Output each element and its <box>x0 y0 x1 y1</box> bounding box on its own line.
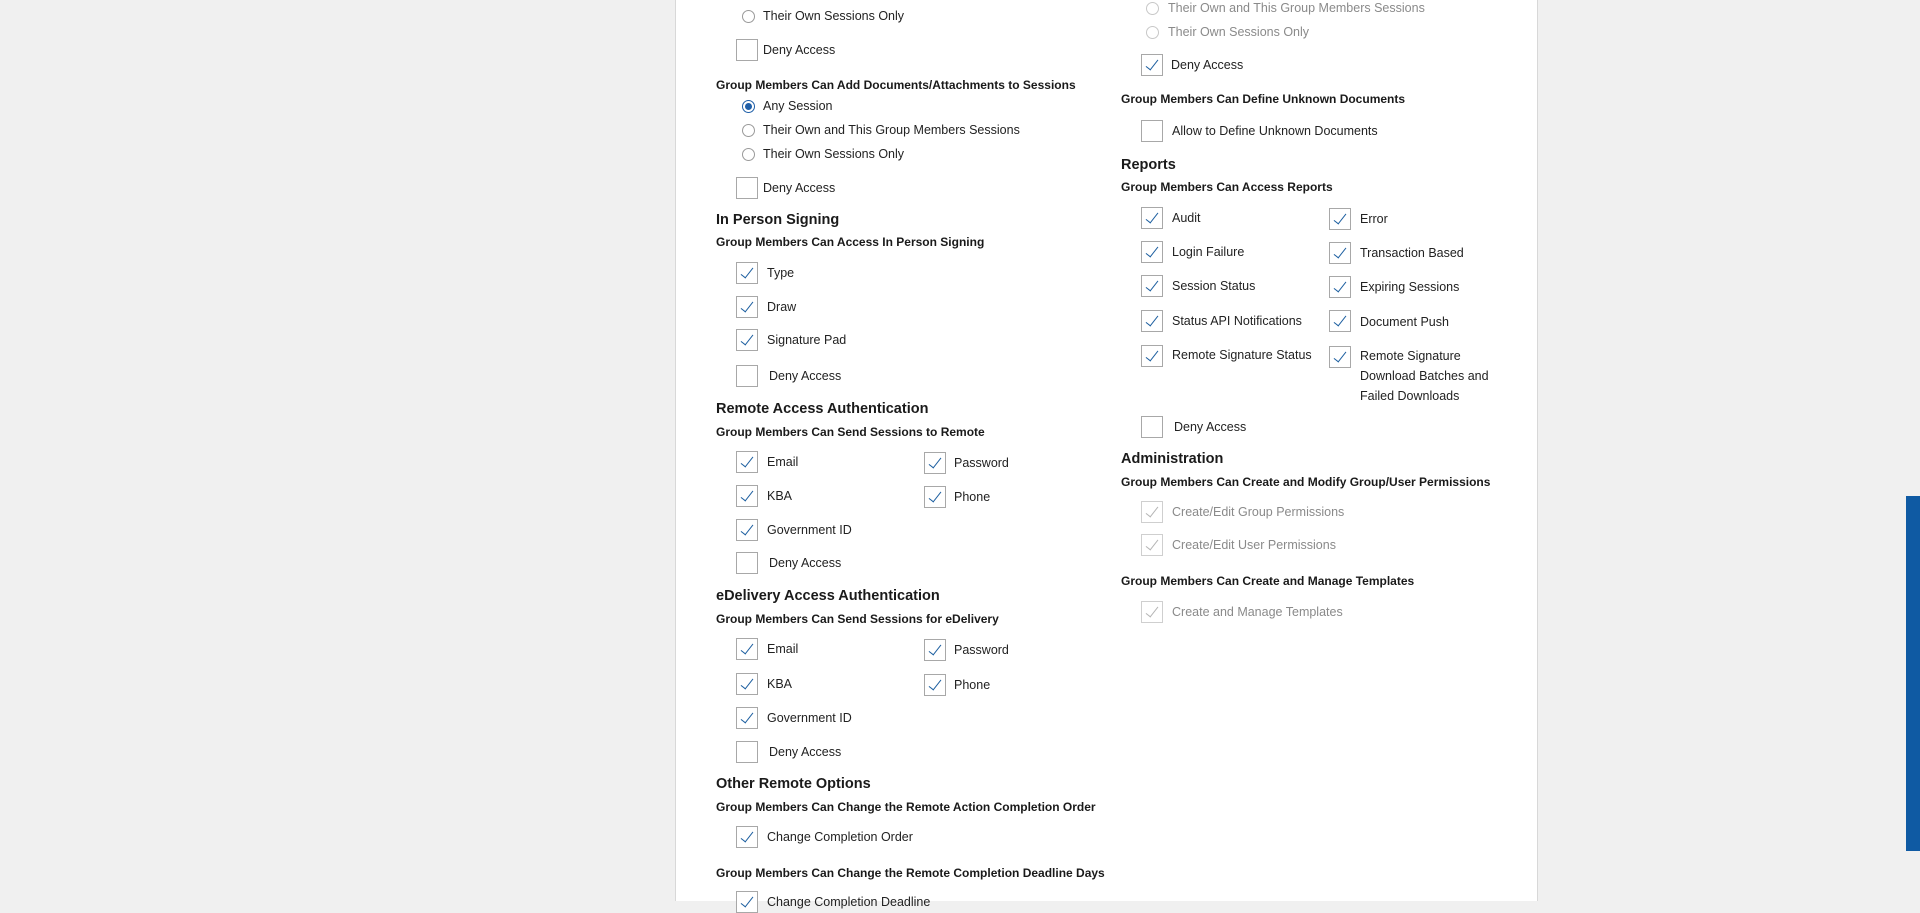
checkbox-label: Deny Access <box>763 181 836 195</box>
deny-access-checkbox[interactable] <box>736 365 758 387</box>
create-edit-group-permissions-checkbox[interactable] <box>1141 501 1163 523</box>
checkbox-label: Signature Pad <box>767 333 847 347</box>
checkbox-label: Government ID <box>767 523 852 537</box>
deny-access-checkbox[interactable] <box>1141 416 1163 438</box>
checkbox-label: Remote Signature Status <box>1172 348 1312 362</box>
checkbox-label: Deny Access <box>769 369 842 383</box>
checkbox-label: KBA <box>767 677 793 691</box>
radio-any-session[interactable] <box>742 100 755 113</box>
checkbox-label: Session Status <box>1172 279 1256 293</box>
deny-access-checkbox[interactable] <box>736 741 758 763</box>
type-checkbox[interactable] <box>736 262 758 284</box>
radio-label: Their Own and This Group Members Sessions <box>763 123 1020 137</box>
checkbox-label: Phone <box>954 678 991 692</box>
section-title: In Person Signing <box>716 212 840 228</box>
checkbox-label: Document Push <box>1360 315 1449 329</box>
checkbox-label: Deny Access <box>1174 420 1247 434</box>
checkbox-label: Create/Edit Group Permissions <box>1172 505 1345 519</box>
radio-label: Their Own Sessions Only <box>1168 25 1310 39</box>
checkbox-label: Expiring Sessions <box>1360 280 1460 294</box>
checkbox-label: Deny Access <box>1171 58 1244 72</box>
checkbox-label: Email <box>767 642 799 656</box>
remote-signature-download-checkbox[interactable] <box>1329 346 1351 368</box>
radio-label: Any Session <box>763 99 833 113</box>
checkbox-label: Email <box>767 455 799 469</box>
radio-label: Their Own and This Group Members Sessions <box>1168 1 1425 15</box>
government-id-checkbox[interactable] <box>736 707 758 729</box>
create-manage-templates-checkbox[interactable] <box>1141 601 1163 623</box>
status-api-notifications-checkbox[interactable] <box>1141 310 1163 332</box>
phone-checkbox[interactable] <box>924 674 946 696</box>
radio-own-and-group-sessions[interactable] <box>742 124 755 137</box>
expiring-sessions-checkbox[interactable] <box>1329 276 1351 298</box>
radio-sessions-own-only[interactable] <box>742 10 755 23</box>
section-subtitle: Group Members Can Change the Remote Completion Deadline Days <box>716 866 1105 880</box>
change-completion-deadline-checkbox[interactable] <box>736 891 758 913</box>
section-subtitle: Group Members Can Send Sessions for eDelivery <box>716 612 999 626</box>
signature-pad-checkbox[interactable] <box>736 329 758 351</box>
deny-access-checkbox[interactable] <box>736 177 758 199</box>
checkbox-label: Type <box>767 266 795 280</box>
checkbox-label: Create/Edit User Permissions <box>1172 538 1336 552</box>
checkbox-label: Allow to Define Unknown Documents <box>1172 124 1378 138</box>
checkbox-label: KBA <box>767 489 793 503</box>
password-checkbox[interactable] <box>924 639 946 661</box>
checkbox-label-line: Failed Downloads <box>1360 389 1460 403</box>
section-subtitle: Group Members Can Add Documents/Attachments to Sessions <box>716 78 1076 92</box>
checkbox-label: Login Failure <box>1172 245 1245 259</box>
section-subtitle: Group Members Can Create and Modify Group/User Permissions <box>1121 475 1491 489</box>
deny-access-checkbox[interactable] <box>736 39 758 61</box>
error-checkbox[interactable] <box>1329 208 1351 230</box>
deny-access-checkbox[interactable] <box>736 552 758 574</box>
audit-checkbox[interactable] <box>1141 207 1163 229</box>
section-title: Reports <box>1121 157 1176 173</box>
section-title: Other Remote Options <box>716 776 871 792</box>
government-id-checkbox[interactable] <box>736 519 758 541</box>
login-failure-checkbox[interactable] <box>1141 241 1163 263</box>
checkbox-label: Change Completion Deadline <box>767 895 931 909</box>
section-subtitle: Group Members Can Create and Manage Templates <box>1121 574 1415 588</box>
deny-access-checkbox[interactable] <box>1141 54 1163 76</box>
section-subtitle: Group Members Can Access Reports <box>1121 180 1333 194</box>
document-push-checkbox[interactable] <box>1329 310 1351 332</box>
checkbox-label: Deny Access <box>769 556 842 570</box>
checkbox-label: Create and Manage Templates <box>1172 605 1343 619</box>
kba-checkbox[interactable] <box>736 673 758 695</box>
section-title: Remote Access Authentication <box>716 401 929 417</box>
checkbox-label-line: Remote Signature <box>1360 349 1461 363</box>
radio-sessions-own-only[interactable] <box>1146 26 1159 39</box>
allow-define-unknown-docs-checkbox[interactable] <box>1141 120 1163 142</box>
checkbox-label: Government ID <box>767 711 852 725</box>
checkbox-label: Status API Notifications <box>1172 314 1302 328</box>
transaction-based-checkbox[interactable] <box>1329 242 1351 264</box>
remote-signature-status-checkbox[interactable] <box>1141 345 1163 367</box>
create-edit-user-permissions-checkbox[interactable] <box>1141 534 1163 556</box>
radio-own-sessions-only[interactable] <box>742 148 755 161</box>
password-checkbox[interactable] <box>924 452 946 474</box>
section-title: eDelivery Access Authentication <box>716 588 940 604</box>
checkbox-label: Change Completion Order <box>767 830 913 844</box>
checkbox-label: Password <box>954 456 1009 470</box>
checkbox-label: Transaction Based <box>1360 246 1464 260</box>
scrollbar-thumb[interactable] <box>1906 496 1920 851</box>
email-checkbox[interactable] <box>736 451 758 473</box>
phone-checkbox[interactable] <box>924 486 946 508</box>
checkbox-label-line: Download Batches and <box>1360 369 1489 383</box>
checkbox-label: Password <box>954 643 1009 657</box>
checkbox-label: Phone <box>954 490 991 504</box>
change-completion-order-checkbox[interactable] <box>736 826 758 848</box>
checkbox-label: Draw <box>767 300 797 314</box>
draw-checkbox[interactable] <box>736 296 758 318</box>
checkbox-label: Deny Access <box>769 745 842 759</box>
radio-label: Their Own Sessions Only <box>763 147 905 161</box>
checkbox-label: Deny Access <box>763 43 836 57</box>
checkbox-label: Audit <box>1172 211 1201 225</box>
section-subtitle: Group Members Can Access In Person Signing <box>716 235 985 249</box>
section-title: Administration <box>1121 451 1224 467</box>
radio-sessions-own-and-group[interactable] <box>1146 2 1159 15</box>
email-checkbox[interactable] <box>736 638 758 660</box>
section-subtitle: Group Members Can Change the Remote Action Completion Order <box>716 800 1096 814</box>
section-subtitle: Group Members Can Define Unknown Documents <box>1121 92 1406 106</box>
kba-checkbox[interactable] <box>736 485 758 507</box>
session-status-checkbox[interactable] <box>1141 275 1163 297</box>
section-subtitle: Group Members Can Send Sessions to Remote <box>716 425 985 439</box>
radio-label: Their Own Sessions Only <box>763 9 905 23</box>
checkbox-label: Error <box>1360 212 1388 226</box>
